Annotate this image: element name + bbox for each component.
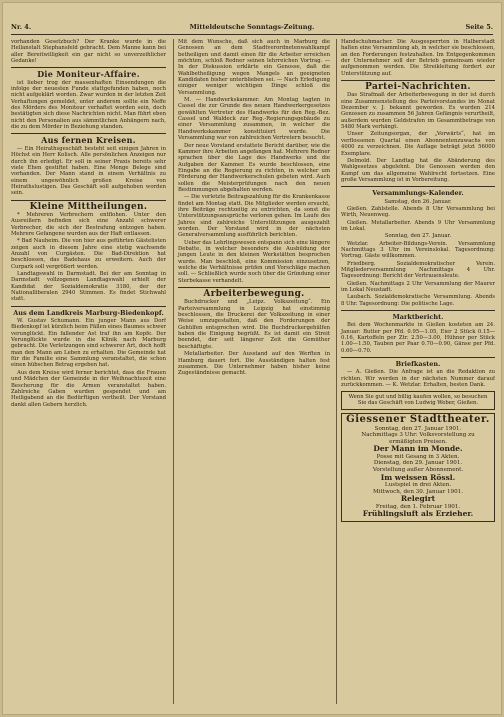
theater-title: Giessener Stadttheater. — [346, 414, 490, 426]
masthead — [11, 23, 493, 35]
column-3 — [336, 39, 495, 704]
article-text: Buchdrucker und „Leipz. Volkszeitung“. Ein Parteiversammlung in Leipzig hat einstimmig beschlossen, die Druckerei der Volkszeitung in einer Weise umzugestalten, daß den Forderungen der Gehülfen entsprochen wird. Die Buchdruckergehülfen haben die Einigung begrüßt. Es ist damit ein Streit beendet, der seit längerer Zeit die Gemüther beschäftigte. — [178, 299, 330, 350]
divider — [341, 310, 495, 311]
theater-date: Mittwoch, den 30. Januar 1901. — [373, 488, 463, 495]
divider — [11, 306, 166, 307]
calendar-date: Samstag, den 26. Januar. — [384, 198, 452, 205]
article-text: Das Strafmaß der Arbeiterbewegung in der ist durch eine Zusammenstellung des Parteivorstandes im Monat Dezember v. J. bekannt geworden. Es wurden 214 Genossen zu zusammen 56 Jahren Gefängnis verurtheilt, außerdem wurden Geldstrafen im Gesammtbetrage von 5480 Mark verhängt. — [341, 92, 495, 131]
article-text: — Die vorletzte Beitragszahlung für die Krankenkasse findet am Montag statt. Die Mitglieder werden ersucht, ihre Beiträge rechtzeitig zu entrichten, da sonst die Unterstützungsansprüche verloren gehen. Im Laufe des Jahres sind zahlreiche Unterstützungen ausgezahlt worden. Der Vorstand wird in der nächsten Generalversammlung ausführlich berichten. — [178, 194, 330, 239]
column-2 — [173, 39, 330, 704]
section-heading: Briefkasten. — [395, 360, 441, 369]
column-1 — [11, 39, 166, 704]
divider — [341, 80, 495, 81]
article-text: — Ein Heirathsgeschäft besteht seit einigen Jahren in Höchst ein Herr Kolisch. Alle persönlichen Anzeigen nur durch ihn erledigt. Er soll in seiner Praxis bereits sehr viele Ehen gestiftet haben. Eine Menge Belege sind vorhanden. Der Mann stand in einem Verhältnis zu einem ungewöhnlich großen Kreise von Heirathslustigen. Das Geschäft soll aufgehoben worden sein. — [11, 145, 166, 197]
section-heading: Aus dem Landkreis Marburg-Biedenkopf. — [13, 308, 164, 317]
theater-date: Sonntag, den 27. Januar 1901. — [374, 425, 462, 432]
divider — [341, 186, 495, 187]
newspaper-title: Mitteldeutsche Sonntags-Zeitung. — [189, 23, 315, 31]
article-text: vorhanden Gesetzbuch? Der Kranke wurde in die Hellanstalt Stephansfeld gebracht. Dem Manne kann bei aller Bereitwilligkeit ein gar nicht so unverzeihlicher Gedanke! — [11, 39, 166, 65]
theater-play: Im weissen Rössl. — [380, 472, 456, 482]
theater-play: Frühlingsluft als Erzieher. — [362, 509, 474, 519]
section-heading: Die Moniteur-Affaire. — [37, 69, 140, 80]
section-heading: Partei-Nachrichten. — [365, 82, 471, 93]
divider — [11, 133, 166, 134]
calendar-entry: Friedberg. Sozialdemokratischer Verein. Mitgliederversammlung Nachmittags 4 Uhr. Tagesordnung: Bericht der Vertrauensleute. — [341, 260, 495, 280]
page-number: Seite 5. — [465, 23, 493, 31]
newspaper-page — [2, 2, 502, 715]
section-heading: Aus fernen Kreisen. — [41, 135, 136, 146]
article-text: Metallarbeiter. Der Ausstand auf den Werften in Hamburg dauert fort. Die Ausständigen halten fest zusammen. Die Unternehmer haben bisher keine Zugeständnisse gemacht. — [178, 351, 330, 377]
article-text: Bei dem Wochenmarkte in Gießen kosteten am 24. Januar: Butter per Pfd. 0.95—1.05, Eier 2 Stück 0.15—0.16, Kartoffeln per Ztr. 2.50—3.00, Hühner per Stück 1.00—1.50, Tauben per Paar 0.70—0.90, Gänse per Pfd. 0.60—0.70. — [341, 322, 495, 354]
theater-play: Der Mann im Monde. — [373, 444, 463, 454]
theater-play: Relegirt — [400, 494, 436, 504]
divider — [11, 200, 166, 201]
article-text: Aus dem Kreise wird ferner berichtet, dass die Frauen und Mädchen der Gemeinde in der Weihnachtszeit eine Bescherung für die Armen veranstaltet haben. Zahlreiche Gaben wurden gespendet und am Heiligabend an die Bedürftigen vertheilt. Der Vorstand dankt allen Gebern herzlich. — [11, 369, 166, 408]
calendar-entry: Gießen. Zahlstelle. Abends 8 Uhr Versammlung bei Wirth, Neuenweg. — [341, 205, 495, 219]
ad-text: Wenn Sie gut und billig kaufen wollen, so besuchen Sie das Geschäft von Ludwig Weber, Gießen. — [348, 393, 488, 406]
divider — [11, 67, 166, 68]
article-text: * Mehreren Verbrechern entflohen. Unter den Ausreißern befinden sich eine Anzahl schwerer Verbrecher, die sich der Bestrafung entzogen haben. Mehrere Gefangene wurden aus der Haft entlassen. — [11, 211, 166, 237]
theater-note: Nachmittags 3 Uhr: Volksvorstellung zu ermäßigten Preisen. — [361, 432, 475, 445]
theater-note: Lustspiel in drei Akten. — [384, 482, 452, 489]
divider — [178, 287, 330, 288]
article-text: Ueber das Lehrlingswesen entspann sich eine längere Debatte, in welcher besonders die Ausbildung der jungen Leute in den kleinen Werkstätten besprochen wurde. Man beschloß, eine Kommission einzusetzen, welche die Verhältnisse prüfen und Vorschläge machen soll. — Schließlich wurde noch über die Gründung einer Sterbekasse verhandelt. — [178, 239, 330, 284]
theater-announcement — [341, 413, 495, 522]
section-heading: Arbeiterbewegung. — [203, 289, 305, 300]
theater-note: Posse mit Gesang in 3 Akten. — [376, 453, 460, 460]
article-text: Handschuhmacher. Die Ausgesperrten in Halberstadt halten eine Versammlung ab, in welcher sie beschlossen, an den Forderungen festzuhalten. Im Entgegenkommen der Unternehmer soll der Betrieb gemeinsam wieder aufgenommen werden. Die Streikleitung fordert zur Unterstützung auf. — [341, 39, 495, 77]
calendar-date: Sonntag, den 27. Januar. — [384, 233, 452, 240]
article-text: ist lieber trog der massenhaften Einsendungen die infolge der neuesten Funde stattgefunden haben, noch nicht aufgeklärt worden. Zwar wurden in der letzten Zeit Verhaftungen gemeldet, unter anderem sollte ein Neffe des Mörders des Moniteur verhaftet worden sein, doch bestätigten sich diese Nachrichten nicht. Man führt eben nicht den Personalien aus sämmtlichen Anhängern nach, die zu dem Mörder in Beziehung standen. — [11, 79, 166, 131]
section-heading: Kleine Mittheilungen. — [29, 201, 148, 212]
section-heading: Marktbericht. — [392, 313, 444, 322]
calendar-entry: Gießen. Nachmittags 2 Uhr Versammlung der Maurer im Lokal Neustadt. — [341, 280, 495, 294]
article-text: * Bad Nauheim. Die von hier aus geführten Gästelisten zeigen auch in diesem Jahre eine stetig wachsende Anzahl von Curgästen. Die Bad-Direktion hat beschlossen, das Badehaus zu erweitern. Auch der Curpark soll vergrößert werden. — [11, 238, 166, 270]
article-text: Mit dem Wunsche, daß sich auch in Marburg die Genossen an dem Stadtverordnetenwahlkampf betheiligen und damit einen für die Arbeiter erreichen möchten, schloß Redner seinen lehrreichen Vortrag. — In der Diskussion erklärte ein Genosse, daß die Wahlbetheiligung wegen Mangels an geeigneten Kandidaten bisher unterblieben sei. — Nach Erledigung einiger weniger wichtigen Dinge schloß die Versammlung. — [178, 39, 330, 96]
article-text: Landtagswahl in Darmstadt. Bei der am Sonntag in Darmstadt vollzogenen Landtagswahl erhielt der Kandidat der Sozialdemokratie 3180, der der Nationalliberalen 2940 Stimmen. Es findet Stichwahl statt. — [11, 271, 166, 303]
divider — [341, 357, 495, 358]
section-heading: Versammlungs-Kalender. — [372, 189, 464, 198]
article-text: W. Gustav Schumann. Ein junger Mann aus Dorf Biedenkopf ist kürzlich beim Fällen eines Baumes schwer verunglückt. Ein fallender Ast traf ihn am Kopfe. Der Verunglückte wurde in die Klinik nach Marburg gebracht. Die Verletzungen sind schwerer Art, doch hofft man den Mann am Leben zu erhalten. Die Gemeinde hat für die Familie eine Sammlung veranstaltet, die schon einen hübschen Betrag ergeben hat. — [11, 318, 166, 369]
theater-date: Freitag, den 1. Februar 1901. — [375, 503, 461, 510]
article-text: Unser Zeitungsorgan, der „Vorwärts“, hat im verflossenen Quartal einen Abonnentenzuwachs von 4000 zu verzeichnen. Die Auflage beträgt jetzt 56000 Exemplare. — [341, 131, 495, 157]
calendar-entry: Gießen. Metallarbeiter. Abends 9 Uhr Versammlung im Lokal. — [341, 219, 495, 232]
article-text: M. — Handwerkskammer. Am Montag tagten in Cassel die zur Grunde des neuen Handwerkergesetzes gewählten Vertreter des Handwerks für den Reg.-Bez. Cassel und Waldeck zur Reg.-Regierungsgebäude zu einer Versammlung zusammen, in welcher die Handwerkskammer konstituiert wurde. Die Versammlung war von zahlreichen Vertretern besucht. — [178, 97, 330, 142]
article-text: Der neue Vorstand erstattete Bericht darüber, wie die Kammer ihre Arbeiten angefangen hat. Mehrere Redner sprachen über die Lage des Handwerks und die Aufgaben der Kammer. Es wurde beschlossen, eine Eingabe an die Regierung zu richten, in welcher um Förderung der Handwerkerschulen gebeten wird. Auch sollen die Meisterprüfungen nach den neuen Bestimmungen abgehalten werden. — [178, 142, 330, 193]
issue-number: Nr. 4. — [11, 23, 32, 31]
article-text: Delmold. Der Landtag hat die Abänderung des Wahlgesetzes abgelehnt. Die Genossen werden den Kampf um das allgemeine Wahlrecht fortsetzen. Eine große Versammlung ist in Vorbereitung. — [341, 157, 495, 183]
calendar-entry: Laubach. Sozialdemokratische Versammlung. Abends 8 Uhr. Tagesordnung: Die politische Lage. — [341, 294, 495, 307]
advertisement — [341, 391, 495, 411]
article-text: — A. Gießen. Die Anfrage ist an die Redaktion zu richten. Wir werden in der nächsten Nummer darauf zurückkommen. — K. Wetzlar. Erhalten, besten Dank. — [341, 369, 495, 389]
theater-date: Dienstag, den 29. Januar 1901. — [373, 460, 463, 467]
theater-note: Vorstellung außer Abonnement. — [372, 467, 464, 473]
calendar-entry: Wetzlar. Arbeiter-Bildungs-Verein. Versammlung Nachmittags 3 Uhr im Vereinslokal. Tagesordnung: Vortrag. Gäste willkommen. — [341, 240, 495, 260]
